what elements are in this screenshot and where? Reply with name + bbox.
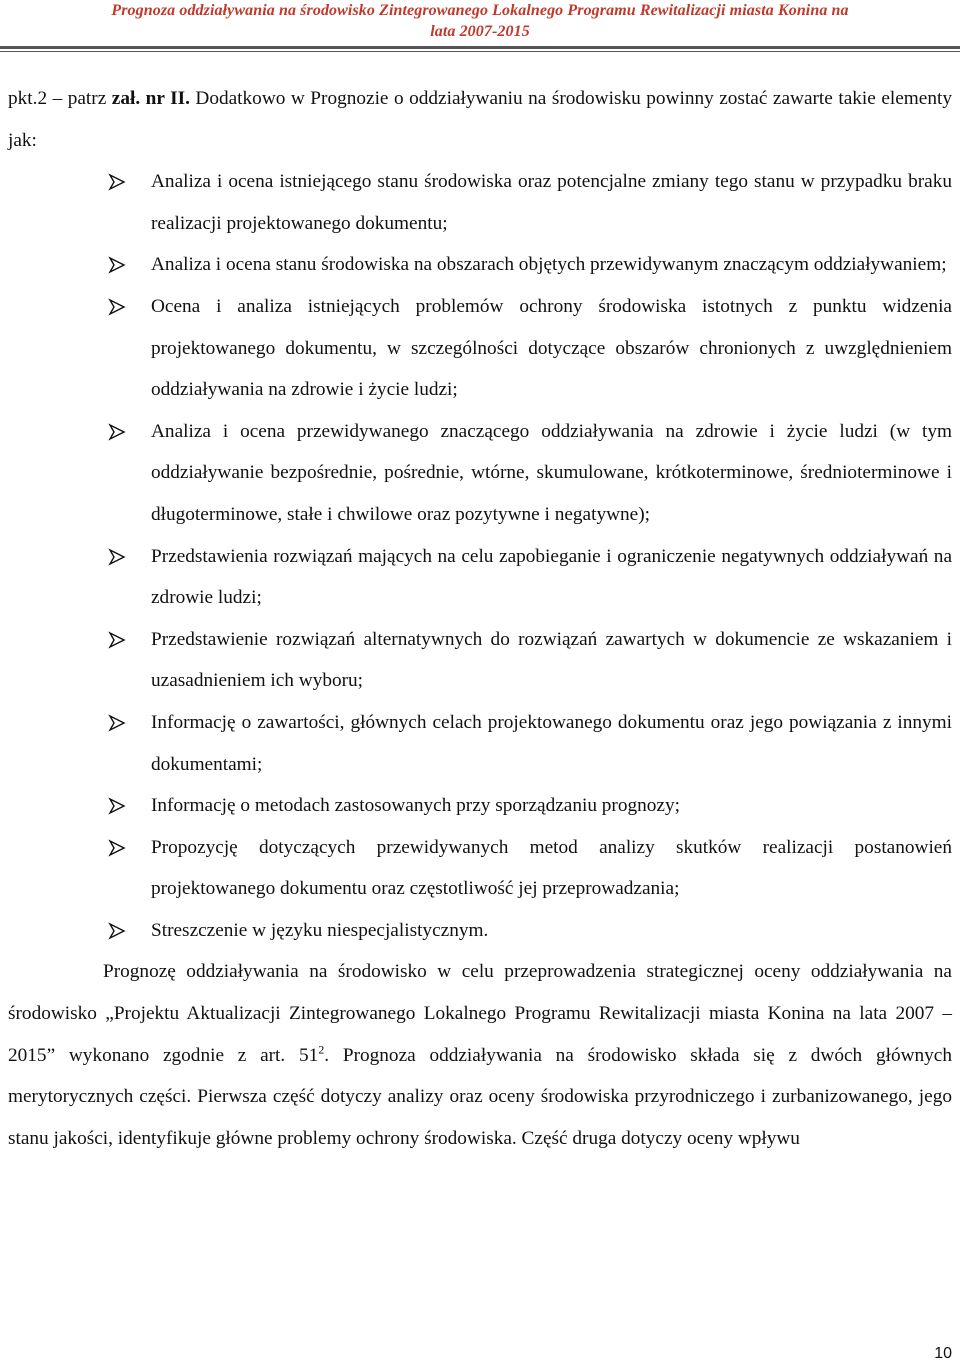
list-item xyxy=(8,702,952,785)
arrowhead-bullet-icon xyxy=(108,298,126,316)
list-item xyxy=(8,785,952,827)
list-item-text: Analiza i ocena przewidywanego znaczącego oddziaływania na zdrowie i życie ludzi (w tym oddziaływanie bezpośrednie, pośrednie, wtórne, skumulowane, krótkoterminowe, średnioterminowe i długoterminowe, stałe i chwilowe oraz pozytywne i negatywne); xyxy=(151,420,952,525)
body-paragraph xyxy=(8,951,952,1159)
arrowhead-bullet-icon xyxy=(108,548,126,566)
list-item xyxy=(8,536,952,619)
intro-text-1: pkt.2 – patrz xyxy=(8,88,112,109)
list-item xyxy=(8,411,952,536)
header-line-2: lata 2007-2015 xyxy=(430,23,530,40)
list-item-text: Analiza i ocena stanu środowiska na obszarach objętych przewidywanym znaczącym oddziaływaniem; xyxy=(151,254,947,276)
arrowhead-bullet-icon xyxy=(108,839,126,857)
list-item xyxy=(8,619,952,702)
list-item-text: Informację o metodach zastosowanych przy sporządzaniu prognozy; xyxy=(151,795,680,817)
arrowhead-bullet-icon xyxy=(108,173,126,191)
body-text-1: Prognozę oddziaływania na środowisko w celu przeprowadzenia strategicznej oceny oddziaływania na środowisko „Projektu Aktualizacji Zintegrowanego Lokalnego Programu Rewitalizacji miasta Konina na lata 2007 – 2015” wykonano zgodnie z art. 51 xyxy=(8,961,952,1066)
intro-paragraph xyxy=(8,78,952,161)
intro-attachment-ref: zał. nr II. xyxy=(111,88,190,109)
list-item-text: Analiza i ocena istniejącego stanu środowiska oraz potencjalne zmiany tego stanu w przypadku braku realizacji projektowanego dokumentu; xyxy=(151,171,952,234)
list-item xyxy=(8,827,952,910)
arrowhead-bullet-icon xyxy=(108,423,126,441)
arrowhead-bullet-icon xyxy=(108,797,126,815)
list-item xyxy=(8,286,952,411)
article-superscript: 2 xyxy=(318,1042,325,1057)
header-rule-thick xyxy=(0,46,960,49)
intro-text-2: Dodatkowo w Prognozie o oddziaływaniu na środowisku powinny zostać zawarte takie elementy jak: xyxy=(8,88,952,151)
arrowhead-bullet-icon xyxy=(108,256,126,274)
list-item-text: Przedstawienie rozwiązań alternatywnych do rozwiązań zawartych w dokumencie ze wskazaniem i uzasadnieniem ich wyboru; xyxy=(151,628,952,692)
arrowhead-bullet-icon xyxy=(108,922,126,940)
body-text-2: . Prognoza oddziaływania na środowisko składa się z dwóch głównych merytorycznych części. Pierwsza część dotyczy analizy oraz oceny środowiska przyrodniczego i zurbanizowanego, jego stanu jakości, identyfikuje główne problemy ochrony środowiska. Część druga dotyczy oceny wpływu xyxy=(8,1044,952,1149)
header-line-1: Prognoza oddziaływania na środowisko Zintegrowanego Lokalnego Programu Rewitalizacji miasta Konina na xyxy=(111,2,849,19)
list-item-text: Przedstawienia rozwiązań mających na celu zapobieganie i ograniczenie negatywnych oddziaływań na zdrowie ludzi; xyxy=(151,545,952,609)
list-item xyxy=(8,910,952,952)
list-item xyxy=(8,244,952,286)
running-header xyxy=(0,0,960,44)
page-content xyxy=(8,78,952,1159)
arrowhead-bullet-icon xyxy=(108,714,126,732)
bullet-list xyxy=(8,161,952,951)
arrowhead-bullet-icon xyxy=(108,631,126,649)
list-item-text: Propozycję dotyczących przewidywanych metod analizy skutków realizacji postanowień projektowanego dokumentu oraz częstotliwość jej przeprowadzania; xyxy=(151,836,952,900)
page-number: 10 xyxy=(934,1345,952,1362)
list-item-text: Streszczenie w języku niespecjalistycznym. xyxy=(151,919,489,941)
list-item-text: Ocena i analiza istniejących problemów ochrony środowiska istotnych z punktu widzenia projektowanego dokumentu, w szczególności dotyczące obszarów chronionych z uwzględnieniem oddziaływania na zdrowie i życie ludzi; xyxy=(151,295,952,401)
header-rule-thin xyxy=(0,51,960,52)
list-item xyxy=(8,161,952,244)
list-item-text: Informację o zawartości, głównych celach projektowanego dokumentu oraz jego powiązania z innymi dokumentami; xyxy=(151,711,952,775)
